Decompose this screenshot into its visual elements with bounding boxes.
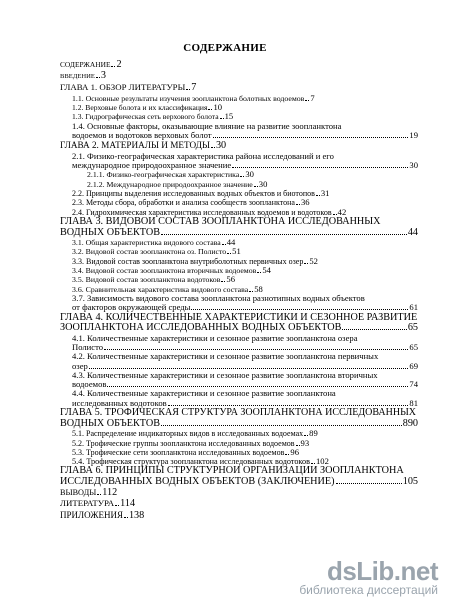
dot-leader [96,77,100,78]
toc-page-number: 44 [407,226,418,238]
toc-section-entry [60,198,418,207]
dot-leader [296,445,300,446]
toc-page-number: 19 [409,129,418,140]
dot-leader [296,204,300,205]
toc-page-number: 42 [337,207,347,217]
toc-page-number: 56 [226,275,235,285]
dot-leader [89,368,409,369]
toc-page-number: 54 [262,266,271,276]
toc-section-entry [60,103,418,112]
toc-section-entry [60,208,418,217]
toc-section-entry [60,247,418,256]
toc-entry-text: ГЛАВА 5. ТРОФИЧЕСКАЯ СТРУКТУРА ЗООПЛАНКТОНА ИССЛЕДОВАННЫХ [60,408,417,419]
toc-entry-text: озер [72,360,88,371]
watermark-subtitle: библиотека диссертаций [299,583,438,597]
dot-leader [124,517,128,518]
dot-leader [305,100,309,101]
toc-entry-text: от факторов окружающей среды [72,302,191,313]
toc-page-number: 30 [409,160,418,171]
toc-section-entry [60,94,418,103]
toc-page-number: 15 [224,112,234,122]
toc-section-entry [60,429,418,438]
toc-section-entry [60,352,418,371]
toc-entry-text: ГЛАВА 4. КОЛИЧЕСТВЕННЫЕ ХАРАКТЕРИСТИКИ И СЕЗОННОЕ РАЗВИТИЕ [60,312,418,323]
toc-entry-text: ВВЕДЕНИЕ [60,72,95,80]
toc-chapter-entry [60,140,418,152]
toc-entry-text: 5.1. Распределение индикаторных видов в исследованных водоемах [72,429,304,439]
toc-section-entry [60,180,418,189]
toc-page-number: 102 [315,457,329,467]
toc-title: СОДЕРЖАНИЕ [183,42,267,54]
toc-section-entry [60,371,418,390]
toc-chapter-entry [60,498,418,510]
toc-entry-text: 4.3. Количественные характеристики и сезонное развитие зоопланктона вторичных [72,370,378,380]
toc-entry-text: ГЛАВА 2. МАТЕРИАЛЫ И МЕТОДЫ [60,140,210,151]
toc-entry-text: 1.2. Верховые болота и их классификация [72,103,208,113]
toc-entry-text: 1.3. Гидрографическая сеть верхового болота [72,112,219,122]
toc-entry-text: ГЛАВА 3. ВИДОВОЙ СОСТАВ ЗООПЛАНКТОНА ИССЛЕДОВАННЫХ [60,216,381,227]
toc-page-number: 36 [300,198,310,208]
dot-leader [97,494,101,495]
toc-chapter-entry [60,60,418,71]
toc-entry-text: 3.3. Видовой состав зоопланктона внутриболотных первичных озер [72,256,304,266]
toc-page-number: 52 [309,256,318,266]
toc-section-entry [60,112,418,121]
toc-entry-text: 2.1.2. Международное природоохранное значение [87,179,253,189]
dot-leader [254,186,258,187]
toc-page-number: 30 [258,179,268,189]
toc-entry-text: 2.2. Принципы выделения исследованных водных объектов и биотопов [72,189,315,199]
toc-chapter-entry [60,488,418,499]
dot-leader [285,454,289,455]
toc-entry-text: 3.1. Общая характеристика видового состава [72,238,221,248]
dot-leader [232,167,408,168]
dot-leader [104,349,408,350]
toc-entry-text: 4.1. Количественные характеристики и сезонное развитие зоопланктона озера [72,333,358,343]
dot-leader [240,176,244,177]
toc-page-number: 138 [128,509,145,521]
dot-leader [304,263,308,264]
toc-page-number: 58 [254,284,263,294]
dot-leader [111,66,115,67]
dot-leader [304,435,308,436]
dot-leader [186,89,190,90]
dot-leader [191,309,408,310]
toc-page-number: 81 [409,397,418,408]
dot-leader [222,244,226,245]
dot-leader [208,109,212,110]
toc-page-number: 30 [245,170,254,180]
toc-entry-text: 4.2. Количественные характеристики и сезонное развитие зоопланктона первичных [72,352,379,362]
dot-leader [221,281,225,282]
dot-leader [311,463,315,464]
toc-entry-text: ЛИТЕРАТУРА [60,498,115,509]
toc-section-entry [60,457,418,466]
toc-section-entry [60,152,418,171]
toc-entry-text: СОДЕРЖАНИЕ [60,60,111,69]
toc-entry-text: 2.1. Физико-географическая характеристика района исследований и его [72,151,334,161]
dot-leader [342,329,406,330]
toc-entry-text: ЗООПЛАНКТОНА ИССЛЕДОВАННЫХ ВОДНЫХ ОБЪЕКТОВ [60,322,342,334]
toc-entry-text: 3.6. Сравнительная характеристика видового состава [72,284,249,294]
toc-chapter-entry [60,217,418,238]
toc-entry-text: международное природоохранное значение [72,160,232,171]
toc-section-entry [60,275,418,284]
toc-section-entry [60,238,418,247]
toc-page-number: 3 [100,70,106,81]
toc-entry-text: 3.2. Видовой состав зоопланктона оз. Полисто [72,247,227,257]
toc-entry-text: исследованных водотоков [72,397,167,408]
toc-entry-text: ВОДНЫХ ОБЪЕКТОВ [60,417,161,429]
toc-page-number: 51 [232,247,241,257]
toc-section-entry [60,285,418,294]
toc-entry-text: 2.1.1. Физико-географическая характеристика [87,170,240,180]
toc-section-entry [60,122,418,141]
toc-entry-text: ГЛАВА 1. ОБЗОР ЛИТЕРАТУРЫ [60,82,186,93]
dot-leader [107,386,408,387]
toc-entry-text: 5.3. Трофические сети зоопланктона исследованных водоемов [72,447,285,457]
dot-leader [257,272,261,273]
toc-entry-text: Полисто [72,341,104,352]
toc-entry-text: ГЛАВА 6. ПРИНЦИПЫ СТРУКТУРНОЙ ОРГАНИЗАЦИИ ЗООПЛАНКТОНА [60,466,404,477]
toc-entry-text: водоемов [72,379,107,390]
toc-section-entry [60,257,418,266]
toc-page-number: 96 [290,447,299,457]
toc-page-number: 69 [409,360,418,371]
toc-entry-text: 3.7. Зависимость видового состава зоопланктона разнотипных водных объектов [72,293,365,303]
dot-leader [161,425,402,426]
dot-leader [333,214,337,215]
toc-page-number: 31 [320,189,330,199]
toc-section-entry [60,189,418,198]
toc-section-entry [60,170,418,179]
toc-page-number: 44 [226,238,236,248]
toc-page-number: 10 [213,103,223,113]
toc-page-number: 30 [215,140,227,152]
dot-leader [161,234,407,235]
toc-entry-text: водоемов и водотоков верховых болот [72,129,212,140]
toc-entry-text: 5.2. Трофические группы зоопланктона исследованных водоемов [72,438,295,448]
toc-chapter-entry [60,510,418,522]
watermark-logo: dsLib.net [326,556,438,586]
watermark [299,558,438,597]
toc-chapter-entry [60,408,418,429]
dot-leader [316,195,320,196]
toc-chapter-entry [60,82,418,94]
toc-page-number: 105 [402,476,418,488]
toc-chapter-entry [60,313,418,334]
toc-entry-text: ИССЛЕДОВАННЫХ ВОДНЫХ ОБЪЕКТОВ (ЗАКЛЮЧЕНИЕ) [60,476,335,488]
toc-entry-text: 1.1. Основные результаты изучения зоопланктона болотных водоемов [72,93,305,103]
toc-page-number: 114 [120,498,136,510]
toc-section-entry [60,334,418,353]
toc-section-entry [60,294,418,313]
toc-page-number: 65 [409,341,418,352]
toc-entry-text: ВОДНЫХ ОБЪЕКТОВ [60,226,161,238]
toc-page-number: 890 [402,417,418,429]
toc-entry-text: 3.4. Видовой состав зоопланктона вторичных водоемов [72,266,257,276]
dot-leader [336,483,402,484]
toc-page-number: 2 [116,60,122,70]
toc-entry-text: 3.5. Видовой состав зоопланктона водотоков [72,275,221,285]
dot-leader [115,505,119,506]
toc-page-number: 112 [102,487,118,498]
toc-entry-text: 5.4. Трофическая структура зоопланктона исследованных водотоков [72,457,310,467]
dot-leader [227,253,231,254]
toc-page-number: 65 [407,322,418,334]
toc-entry-text: 1.4. Основные факторы, оказывающие влияние на развитие зоопланктона [72,121,342,131]
toc-entry-text: ВЫВОДЫ [60,487,97,497]
toc-section-entry [60,266,418,275]
toc-entry-text: 2.4. Гидрохимическая характеристика исследованных водоемов и водотоков [72,207,332,217]
table-of-contents [60,60,418,521]
toc-page-number: 89 [309,429,318,439]
toc-page-number: 93 [300,438,310,448]
toc-entry-text: ПРИЛОЖЕНИЯ [60,509,123,520]
toc-chapter-entry [60,466,418,487]
dot-leader [220,118,224,119]
toc-section-entry [60,448,418,457]
toc-page-number: 74 [409,379,418,390]
dot-leader [211,147,215,148]
toc-entry-text: 4.4. Количественные характеристики и сезонное развитие зоопланктона [72,389,336,399]
toc-chapter-entry [60,71,418,83]
toc-page-number: 7 [310,93,315,103]
dot-leader [213,137,409,138]
toc-section-entry [60,439,418,448]
toc-section-entry [60,389,418,408]
toc-page-number: 7 [191,82,197,94]
toc-page-number: 61 [409,302,418,313]
toc-entry-text: 2.3. Методы сбора, обработки и анализа сообществ зоопланктона [72,198,295,208]
dot-leader [168,405,409,406]
dot-leader [249,291,253,292]
